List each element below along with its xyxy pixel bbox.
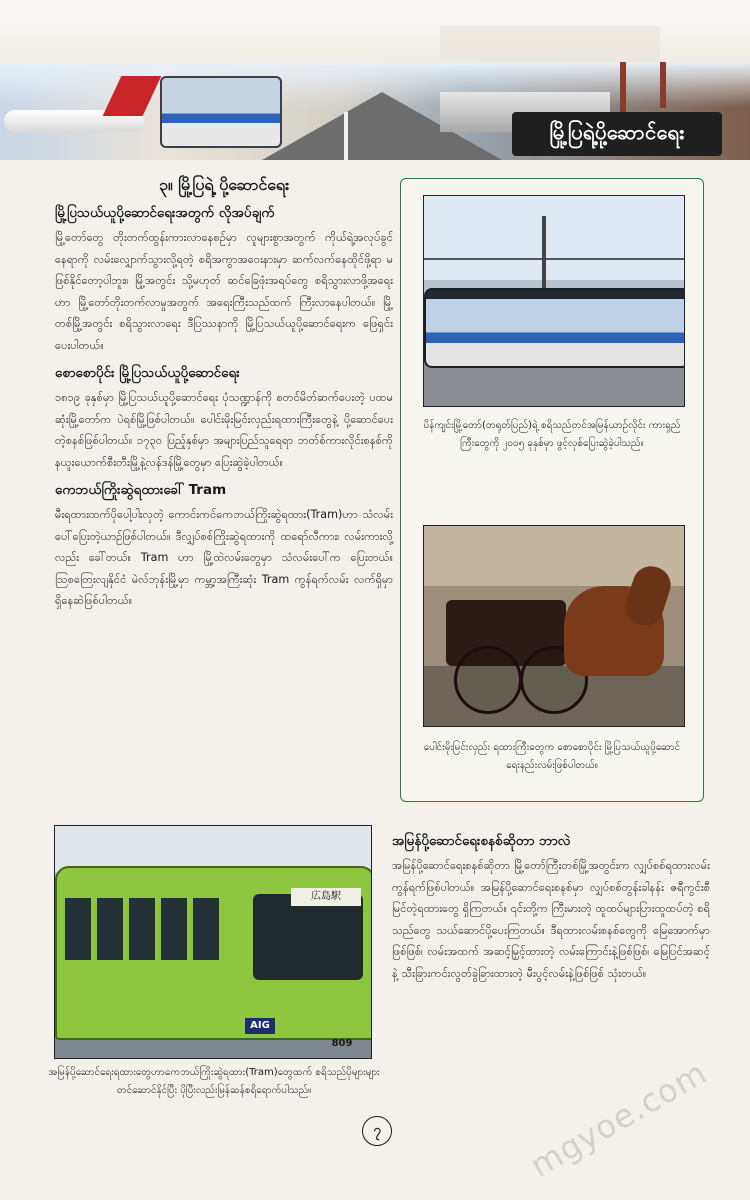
horse-photo-caption: ပေါင်းမိုးမြင်းလှည်း ရထားကြီးတွေက စောစောပိုင်း မြို့ပြသယ်ယူပို့ဆောင်ရေးနည်းလမ်းဖြစ်ပါတယ်။ [423,742,681,771]
articulated-bus-photo [423,195,685,407]
banner-title: မြို့ပြရဲ့ပို့ဆောင်ရေး [512,112,722,156]
article-heading: အမြန်ပို့ဆောင်ရေးစနစ်ဆိုတာ ဘာလဲ [392,833,571,849]
overhead-wire [424,258,684,260]
article-heading: စောစောပိုင်း မြို့ပြသယ်ယူပို့ဆောင်ရေး [55,365,240,381]
main-text-column [55,170,393,620]
article-paragraph: မီးရထားထက်ပိုပေါ့ပါးလှတဲ့ ကောင်းကင်ကေဘယ်ကြိုးဆွဲရထား(Tram)ဟာ သံလမ်းပေါ်ပြေးတဲ့ယာဉ်ဖြစ်ပါတယ်။ ဒီလျှပ်စစ်ကြိုးဆွဲရထားကို ထရော်လီကား၊ လမ်းကားလို့လည်း ခေါ်တယ်။ Tram ဟာ မြို့ထဲလမ်းတွေမှာ သံလမ်းပေါ်က ပြေးတယ်။ ဩစတြေးလျနိုင်ငံ မဲလ်ဘုန်းမြို့မှာ ကမ္ဘာ့အကြီးဆုံး Tram ကွန်ရက်လမ်း လက်ရှိမှာ ရှိနေဆဲဖြစ်ပါတယ်။ [55,508,393,607]
secondary-text-column [392,826,710,992]
scan-artifact [440,26,660,62]
bus-icon [160,76,282,148]
horse-carriage-photo [423,525,685,727]
page-number: ၇ [362,1116,392,1146]
crane-icon [660,62,666,108]
header-banner [0,62,750,160]
tram-ad-logo: AIG [245,1018,275,1034]
article-heading: ကေဘယ်ကြိုးဆွဲရထားခေါ် Tram [55,482,227,498]
section-title: ၃။ မြို့ပြရဲ့ ပို့ဆောင်ရေး [158,175,290,194]
wheel-icon [454,646,522,714]
tram-number: 809 [331,1038,353,1049]
article-heading: မြို့ပြသယ်ယူပို့ဆောင်ရေးအတွက် လိုအပ်ချက် [55,205,275,221]
tram-front-window [253,894,363,980]
photo-frame [400,178,704,802]
article-paragraph: အမြန်ပို့ဆောင်ရေးစနစ်ဆိုတာ မြို့တော်ကြီးတစ်မြို့အတွင်းက လျှပ်စစ်ရထားလမ်းကွန်ရက်ဖြစ်ပါတယ်။ အမြန်ပို့ဆောင်ရေးစနစ်မှာ လျှပ်စစ်တွန်းခါနန်း ဇရီကွင်းစီမြင်တဲ့ရထားတွေ ရှိကြတယ်။ ၎င်းတို့က ကြီးမားတဲ့ ထူထပ်များပြားထူထပ်တဲ့ စရိသည်တွေ သယ်ဆောင်ပို့ပေးကြတယ်။ ဒီရထားလမ်းစနစ်တွေကို မြေအောက်မှာဖြစ်ဖြစ်၊ လမ်းအထက် အဆင့်မြှင့်ထားတဲ့ လမ်းကြောင်းနဲ့ဖြစ်ဖြစ်၊ မြေပြင်အဆင့်နဲ့ သီးခြားကင်းလွတ်ခွဲခြားထားတဲ့ မီးပွင့်လမ်းနဲ့ဖြစ်ဖြစ် သုံးတယ်။ [392,859,710,980]
tram-icon [55,866,372,1049]
banner-road-line [344,112,348,160]
tram-photo [54,825,372,1059]
bus-photo-caption: ပိန်ကျင်းမြို့တော်(တရုတ်ပြည်)ရဲ့ စရိသည်တင်အမြန်ယာဉ်လိုင်း ကားရှည်ကြီးတွေကို ၂၀၀၅ ခုနှစ်မှာ ဖွင့်လှစ်ပြေးဆွဲခဲ့ပါသည်။ [423,420,681,449]
tram-photo-caption: အမြန်ပို့ဆောင်ရေးရထားတွေဟာကေဘယ်ကြိုးဆွဲရထား(Tram)တွေထက် စရိသည်ပိုများများတင်ဆောင်နိုင်ပြီး ပိုပြီးလည်းမြန်ဆန်စရိရောက်ပါသည်။ [48,1067,380,1096]
watermark: mgyoe.com [523,1053,714,1185]
tram-windows [65,898,225,960]
tram-destination-sign: 広島駅 [291,888,361,906]
street-pole [542,216,546,296]
article-paragraph: ၁၈၁၉ ခုနှစ်မှာ မြို့ပြသယ်ယူပို့ဆောင်ရေး ပုံသဏ္ဍာန်ကို စတင်မိတ်ဆက်ပေးတဲ့ ပထမဆုံးမြို့တော်က ပဲရစ်မြို့ဖြစ်ပါတယ်။ ပေါင်းမိုးမြင်းလှည်းရထားကြီးတွေနဲ့ ပို့ဆောင်ပေးတဲ့စနစ်ဖြစ်ပါတယ်။ ၁၇၃၀ ပြည့်နှစ်မှာ အများပြည်သူရေရာ ဘတ်စ်ကားလိုင်းစနစ်ကို နယူးယောက်စီးတီးမြို့နဲ့လန်ဒန်မြို့တွေမှာ ပြေးဆွဲခဲ့ပါတယ်။ [55,391,393,469]
bus-icon [424,288,685,368]
article-paragraph: မြို့တော်တွေ တိုးတက်ထွန်းကားလာနေစဉ်မှာ လူများစွာအတွက် ကိုယ်ရဲ့အလုပ်ခွင်နေရာကို လမ်းလျှောက်သွားလို့ရတဲ့ စရိအကွာအဝေးနားမှာ ဆက်လက်နေထိုင်ဖို့ရာ မဖြစ်နိုင်တော့ပါဘူး။ မြို့အတွင်း သို့မဟုတ် ဆင်ခြေဖုံးအရပ်တွေ စရိသွားလာဖို့အရေးဟာ မြို့တော်တိုးတက်လာမှုအတွက် အရေးကြီးသည်ထက် ကြီးလာနေပါတယ်။ မြို့တစ်မြို့အတွင်း စရိသွားလာရေး ဒီပြဿနာကို မြို့ပြသယ်ယူပို့ဆောင်ရေးက ဖြေရှင်းပေးပါတယ်။ [55,231,393,352]
